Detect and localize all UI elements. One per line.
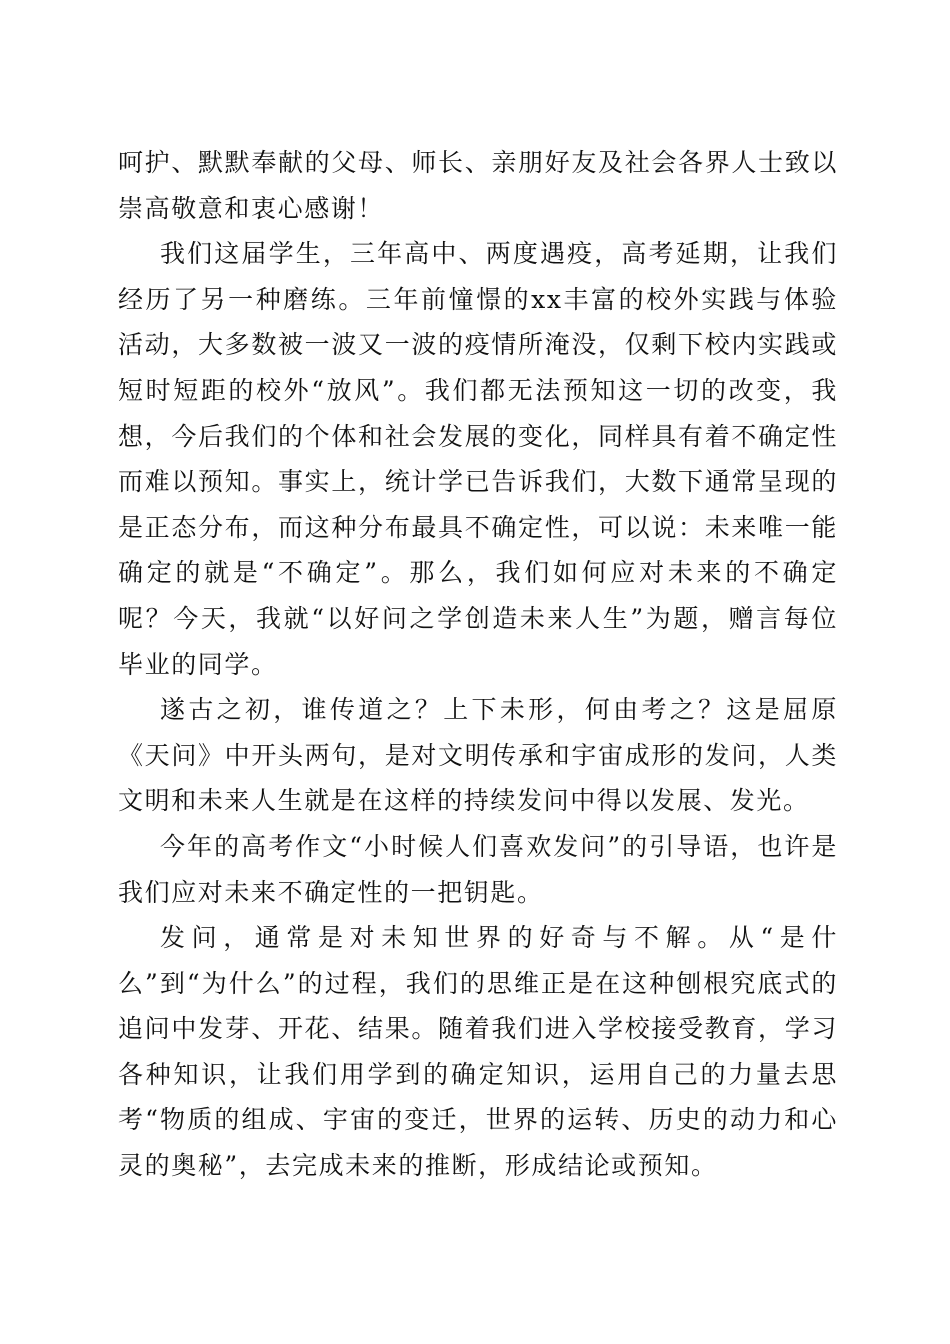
paragraph-questioning: 发问，通常是对未知世界的好奇与不解。从“是什么”到“为什么”的过程，我们的思维正是在这种刨根究底式的追问中发芽、开花、结果。随着我们进入学校接受教育，学习各种知识，让我们用学到的确定知识，运用自己的力量去思考“物质的组成、宇宙的变迁，世界的运转、历史的动力和心灵的奥秘”，去完成未来的推断，形成结论或预知。	[118, 923, 838, 1181]
paragraph-tianwen: 遂古之初，谁传道之？上下未形，何由考之？这是屈原《天问》中开头两句，是对文明传承和宇宙成形的发问，人类文明和未来人生就是在这样的持续发问中得以发展、发光。	[118, 695, 838, 816]
paragraph-continuation: 呵护、默默奉献的父母、师长、亲朋好友及社会各界人士致以崇高敬意和衷心感谢！	[118, 148, 838, 223]
paragraph-student-experience: 我们这届学生，三年高中、两度遇疫，高考延期，让我们经历了另一种磨练。三年前憧憬的xx丰富的校外实践与体验活动，大多数被一波又一波的疫情所淹没，仅剩下校内实践或短时短距的校外“放风”。我们都无法预知这一切的改变，我想，今后我们的个体和社会发展的变化，同样具有着不确定性而难以预知。事实上，统计学已告诉我们，大数下通常呈现的是正态分布，而这种分布最具不确定性，可以说：未来唯一能确定的就是“不确定”。那么，我们如何应对未来的不确定呢？今天，我就“以好问之学创造未来人生”为题，赠言每位毕业的同学。	[118, 239, 838, 679]
paragraph-exam-essay: 今年的高考作文“小时候人们喜欢发问”的引导语，也许是我们应对未来不确定性的一把钥匙。	[118, 831, 838, 907]
body-text	[118, 140, 838, 1189]
